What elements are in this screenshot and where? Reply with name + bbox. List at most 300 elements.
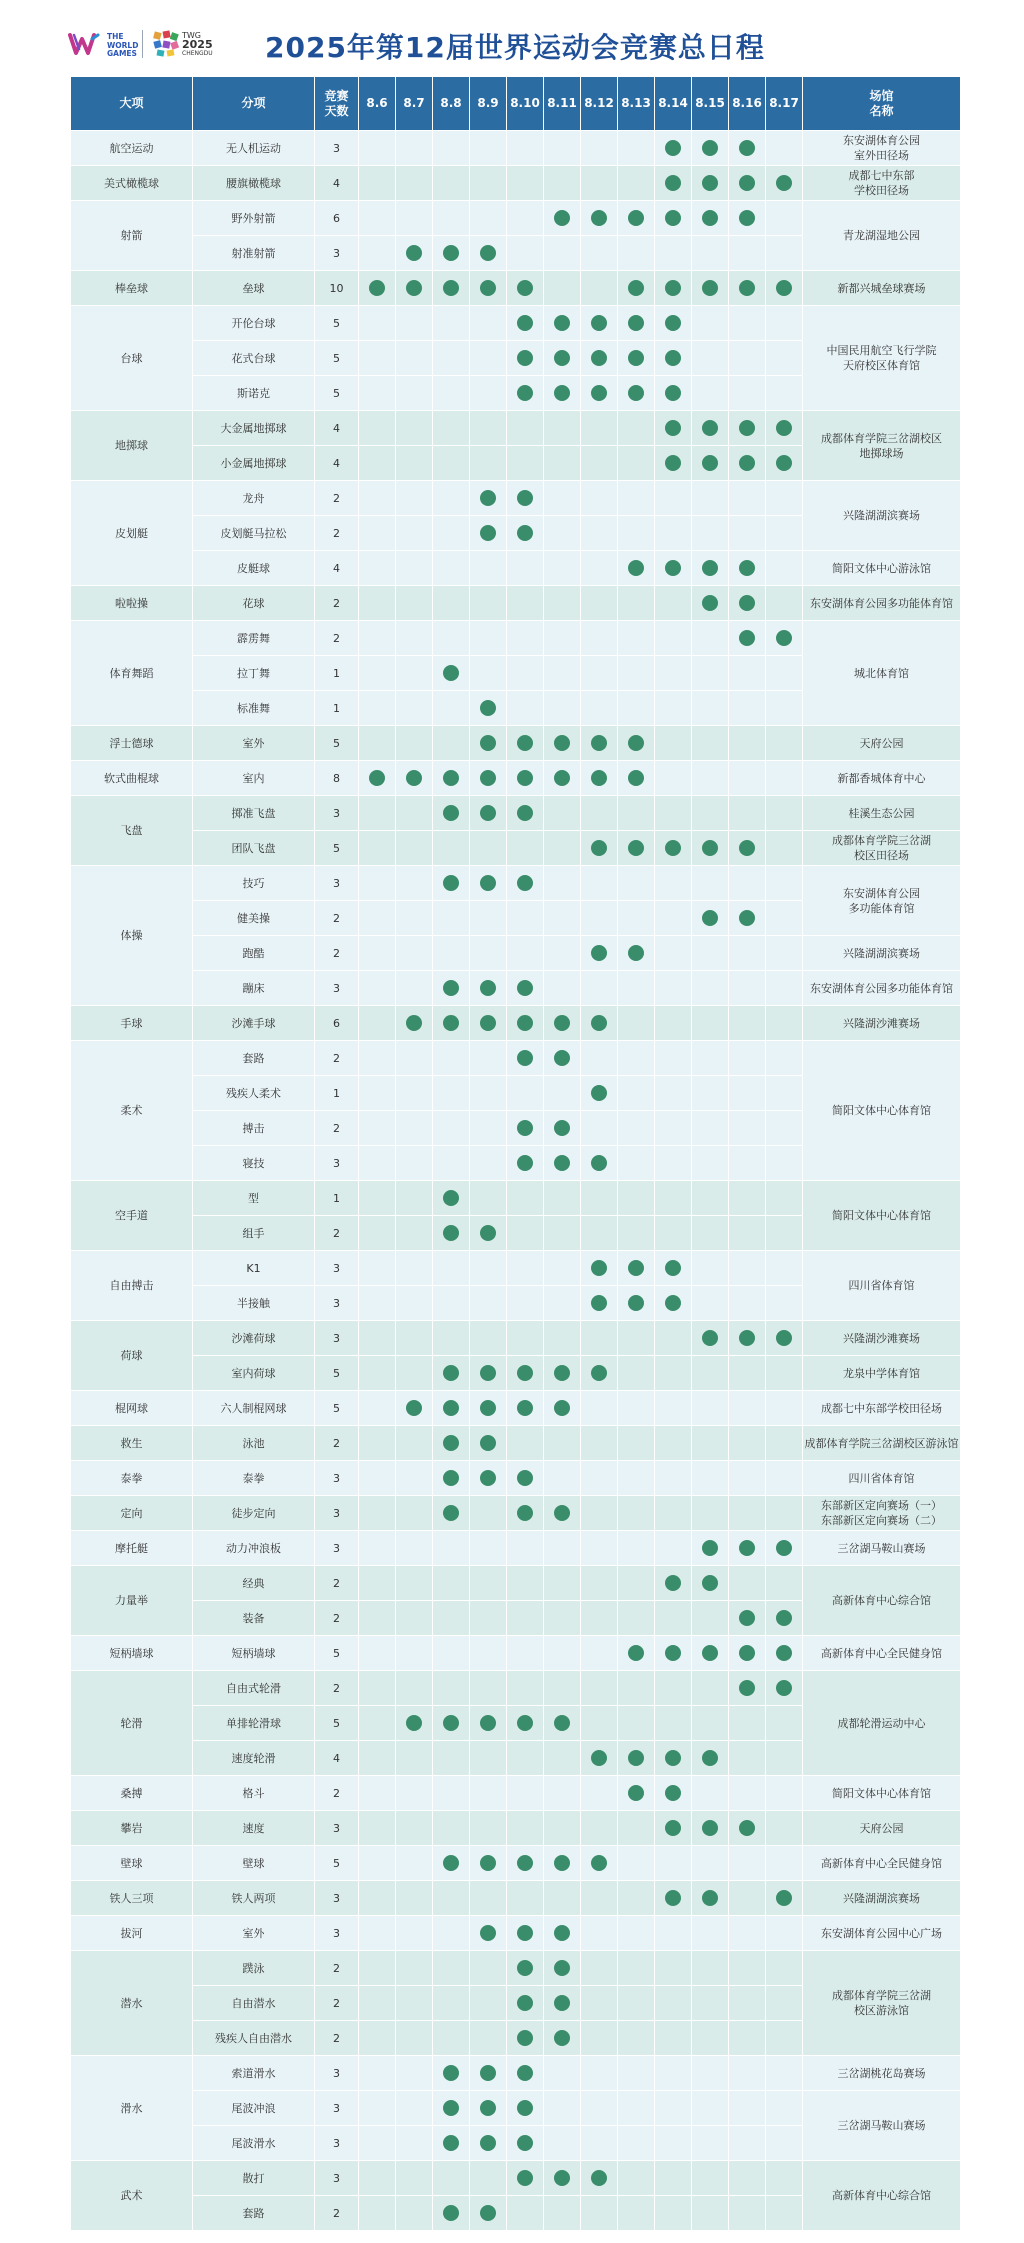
date-cell [433,1216,470,1251]
competition-day-dot [591,770,607,786]
date-cell [433,1601,470,1636]
date-cell [433,1181,470,1216]
date-cell [433,376,470,411]
date-cell [433,1111,470,1146]
sport-cell: 皮划艇 [71,481,193,586]
date-cell [655,1216,692,1251]
date-cell [396,1846,433,1881]
date-cell [507,1846,544,1881]
date-cell [729,1916,766,1951]
date-cell [581,2126,618,2161]
date-cell [359,1776,396,1811]
date-cell [729,516,766,551]
date-cell [544,516,581,551]
header-date: 8.15 [692,77,729,131]
date-cell [692,1146,729,1181]
date-cell [433,1076,470,1111]
competition-day-dot [480,2100,496,2116]
competition-day-dot [480,1365,496,1381]
date-cell [692,516,729,551]
table-row [71,1181,961,1216]
sport-cell: 体操 [71,866,193,1006]
competition-day-dot [517,1015,533,1031]
date-cell [655,2056,692,2091]
date-cell [359,2196,396,2231]
date-cell [544,131,581,166]
competition-day-dot [443,1400,459,1416]
event-cell: 动力冲浪板 [193,1531,315,1566]
date-cell [359,1741,396,1776]
date-cell [655,201,692,236]
table-row [71,2056,961,2091]
date-cell [470,1916,507,1951]
date-cell [359,1601,396,1636]
competition-day-dot [517,1155,533,1171]
date-cell [581,2196,618,2231]
competition-day-dot [591,840,607,856]
date-cell [544,1741,581,1776]
date-cell [729,1286,766,1321]
date-cell [544,1776,581,1811]
date-cell [581,306,618,341]
date-cell [507,1636,544,1671]
date-cell [433,1566,470,1601]
days-cell: 3 [315,1251,359,1286]
event-cell: 套路 [193,1041,315,1076]
table-row [71,761,961,796]
date-cell [470,1111,507,1146]
date-cell [766,551,803,586]
date-cell [507,516,544,551]
date-cell [396,1671,433,1706]
date-cell [729,1986,766,2021]
date-cell [729,796,766,831]
date-cell [655,1531,692,1566]
event-cell: 套路 [193,2196,315,2231]
date-cell [766,1741,803,1776]
date-cell [655,166,692,201]
date-cell [766,726,803,761]
event-cell: 射准射箭 [193,236,315,271]
date-cell [729,2126,766,2161]
date-cell [581,2091,618,2126]
date-cell [359,1426,396,1461]
date-cell [359,2056,396,2091]
competition-day-dot [739,630,755,646]
date-cell [581,691,618,726]
date-cell [396,1181,433,1216]
table-row [71,1426,961,1461]
date-cell [766,656,803,691]
date-cell [766,2126,803,2161]
days-cell: 5 [315,1846,359,1881]
competition-day-dot [480,1435,496,1451]
date-cell [618,1881,655,1916]
date-cell [655,1111,692,1146]
date-cell [544,166,581,201]
date-cell [433,1706,470,1741]
date-cell [544,1181,581,1216]
date-cell [766,1216,803,1251]
date-cell [433,1251,470,1286]
date-cell [729,1671,766,1706]
days-cell: 3 [315,1461,359,1496]
date-cell [581,656,618,691]
date-cell [396,936,433,971]
competition-day-dot [702,910,718,926]
competition-day-dot [591,1085,607,1101]
date-cell [729,1216,766,1251]
date-cell [692,1111,729,1146]
date-cell [766,936,803,971]
date-cell [692,1741,729,1776]
days-cell: 3 [315,866,359,901]
date-cell [396,866,433,901]
date-cell [544,1041,581,1076]
competition-day-dot [480,980,496,996]
date-cell [433,341,470,376]
date-cell [544,1356,581,1391]
date-cell [544,656,581,691]
date-cell [581,271,618,306]
date-cell [396,2161,433,2196]
date-cell [766,621,803,656]
date-cell [581,1916,618,1951]
competition-day-dot [443,980,459,996]
date-cell [507,446,544,481]
competition-day-dot [628,1750,644,1766]
days-cell: 5 [315,376,359,411]
venue-cell: 东安湖体育公园多功能体育馆 [803,586,961,621]
date-cell [692,201,729,236]
date-cell [507,1216,544,1251]
date-cell [729,936,766,971]
competition-day-dot [517,1120,533,1136]
competition-day-dot [702,1575,718,1591]
date-cell [470,2091,507,2126]
competition-day-dot [702,140,718,156]
date-cell [433,1951,470,1986]
date-cell [544,1951,581,1986]
date-cell [359,2126,396,2161]
date-cell [433,586,470,621]
date-cell [692,1076,729,1111]
days-cell: 6 [315,1006,359,1041]
competition-day-dot [665,455,681,471]
date-cell [507,1426,544,1461]
date-cell [729,1706,766,1741]
table-row [71,586,961,621]
event-cell: 散打 [193,2161,315,2196]
date-cell [618,726,655,761]
date-cell [433,2161,470,2196]
date-cell [692,1566,729,1601]
days-cell: 2 [315,621,359,656]
date-cell [507,1251,544,1286]
sport-cell: 潜水 [71,1951,193,2056]
date-cell [359,866,396,901]
date-cell [766,1461,803,1496]
days-cell: 5 [315,1636,359,1671]
date-cell [655,1356,692,1391]
competition-day-dot [517,350,533,366]
date-cell [396,1286,433,1321]
date-cell [692,761,729,796]
date-cell [729,621,766,656]
date-cell [618,306,655,341]
date-cell [433,201,470,236]
date-cell [396,1636,433,1671]
date-cell [470,1986,507,2021]
date-cell [692,2126,729,2161]
date-cell [470,131,507,166]
competition-day-dot [369,770,385,786]
date-cell [729,2196,766,2231]
date-cell [433,481,470,516]
competition-day-dot [628,350,644,366]
days-cell: 3 [315,2056,359,2091]
header-date: 8.12 [581,77,618,131]
date-cell [729,656,766,691]
date-cell [544,1391,581,1426]
date-cell [359,586,396,621]
competition-day-dot [480,1855,496,1871]
date-cell [470,201,507,236]
competition-day-dot [554,1995,570,2011]
date-cell [544,726,581,761]
venue-cell: 东安湖体育公园多功能体育馆 [803,971,961,1006]
date-cell [396,1076,433,1111]
date-cell [655,796,692,831]
date-cell [544,1286,581,1321]
competition-day-dot [443,2205,459,2221]
date-cell [470,586,507,621]
date-cell [766,1846,803,1881]
date-cell [729,1741,766,1776]
date-cell [396,2091,433,2126]
date-cell [766,1146,803,1181]
event-cell: 装备 [193,1601,315,1636]
page-title: 2025年第12届世界运动会竞赛总日程 [265,31,765,64]
competition-day-dot [628,210,644,226]
date-cell [470,1251,507,1286]
date-cell [544,446,581,481]
competition-day-dot [406,1715,422,1731]
date-cell [470,376,507,411]
date-cell [581,866,618,901]
date-cell [359,1671,396,1706]
date-cell [692,481,729,516]
competition-day-dot [628,840,644,856]
date-cell [507,271,544,306]
date-cell [655,1776,692,1811]
date-cell [618,796,655,831]
date-cell [396,761,433,796]
days-cell: 5 [315,341,359,376]
date-cell [544,411,581,446]
competition-day-dot [480,1400,496,1416]
date-cell [359,1076,396,1111]
competition-day-dot [739,140,755,156]
competition-day-dot [517,2170,533,2186]
date-cell [655,1951,692,1986]
venue-cell: 兴隆湖湖滨赛场 [803,481,961,551]
event-cell: 沙滩荷球 [193,1321,315,1356]
date-cell [507,1811,544,1846]
date-cell [396,796,433,831]
competition-day-dot [739,595,755,611]
date-cell [581,936,618,971]
venue-cell: 兴隆湖沙滩赛场 [803,1321,961,1356]
date-cell [359,166,396,201]
venue-cell: 城北体育馆 [803,621,961,726]
date-cell [581,341,618,376]
date-cell [618,1776,655,1811]
competition-day-dot [665,420,681,436]
date-cell [544,1461,581,1496]
competition-day-dot [665,840,681,856]
date-cell [359,446,396,481]
date-cell [581,1566,618,1601]
date-cell [618,1391,655,1426]
date-cell [507,2126,544,2161]
competition-day-dot [517,1715,533,1731]
event-cell: 铁人两项 [193,1881,315,1916]
date-cell [655,866,692,901]
competition-day-dot [739,1645,755,1661]
date-cell [470,726,507,761]
venue-cell: 中国民用航空飞行学院 天府校区体育馆 [803,306,961,411]
date-cell [433,2126,470,2161]
event-cell: 花式台球 [193,341,315,376]
date-cell [544,901,581,936]
date-cell [729,1566,766,1601]
date-cell [655,481,692,516]
date-cell [581,586,618,621]
table-row [71,201,961,236]
sport-cell: 轮滑 [71,1671,193,1776]
date-cell [544,376,581,411]
date-cell [729,446,766,481]
date-cell [396,1321,433,1356]
competition-day-dot [517,805,533,821]
date-cell [470,2126,507,2161]
date-cell [470,1951,507,1986]
date-cell [359,1636,396,1671]
competition-day-dot [480,280,496,296]
venue-cell: 青龙湖湿地公园 [803,201,961,271]
date-cell [692,1251,729,1286]
competition-day-dot [554,315,570,331]
competition-day-dot [739,1820,755,1836]
date-cell [507,1951,544,1986]
date-cell [655,1706,692,1741]
competition-day-dot [665,280,681,296]
date-cell [581,131,618,166]
date-cell [396,1916,433,1951]
sport-cell: 手球 [71,1006,193,1041]
date-cell [618,411,655,446]
date-cell [433,271,470,306]
date-cell [581,1286,618,1321]
sport-cell: 武术 [71,2161,193,2231]
date-cell [581,1006,618,1041]
competition-day-dot [406,1015,422,1031]
competition-day-dot [517,2065,533,2081]
date-cell [544,481,581,516]
date-cell [729,551,766,586]
date-cell [433,306,470,341]
days-cell: 2 [315,1671,359,1706]
date-cell [729,726,766,761]
sport-cell: 浮士德球 [71,726,193,761]
competition-day-dot [591,1855,607,1871]
competition-day-dot [665,1575,681,1591]
date-cell [433,1006,470,1041]
competition-day-dot [517,980,533,996]
table-row [71,166,961,201]
competition-day-dot [554,1155,570,1171]
date-cell [766,971,803,1006]
date-cell [359,2091,396,2126]
twg-2025-logo [152,30,213,62]
competition-day-dot [480,1015,496,1031]
days-cell: 2 [315,1776,359,1811]
date-cell [396,1461,433,1496]
date-cell [396,1776,433,1811]
venue-cell: 兴隆湖湖滨赛场 [803,936,961,971]
date-cell [544,1811,581,1846]
date-cell [359,971,396,1006]
date-cell [692,1846,729,1881]
date-cell [692,971,729,1006]
date-cell [766,1531,803,1566]
date-cell [396,1041,433,1076]
header-date: 8.17 [766,77,803,131]
date-cell [507,901,544,936]
competition-day-dot [554,1015,570,1031]
competition-day-dot [406,280,422,296]
sport-cell: 台球 [71,306,193,411]
date-cell [729,586,766,621]
date-cell [396,1356,433,1391]
date-cell [655,691,692,726]
competition-day-dot [406,770,422,786]
date-cell [766,376,803,411]
competition-day-dot [443,665,459,681]
date-cell [544,1496,581,1531]
sport-cell: 软式曲棍球 [71,761,193,796]
date-cell [433,1531,470,1566]
date-cell [618,1846,655,1881]
date-cell [766,271,803,306]
date-cell [359,2161,396,2196]
sport-cell: 柔术 [71,1041,193,1181]
date-cell [470,1776,507,1811]
date-cell [655,1741,692,1776]
competition-day-dot [554,2030,570,2046]
competition-day-dot [554,1120,570,1136]
table-row [71,271,961,306]
date-cell [396,1811,433,1846]
competition-day-dot [776,420,792,436]
table-row [71,831,961,866]
competition-day-dot [517,735,533,751]
competition-day-dot [480,2135,496,2151]
days-cell: 2 [315,936,359,971]
event-cell: 龙舟 [193,481,315,516]
competition-day-dot [517,1365,533,1381]
